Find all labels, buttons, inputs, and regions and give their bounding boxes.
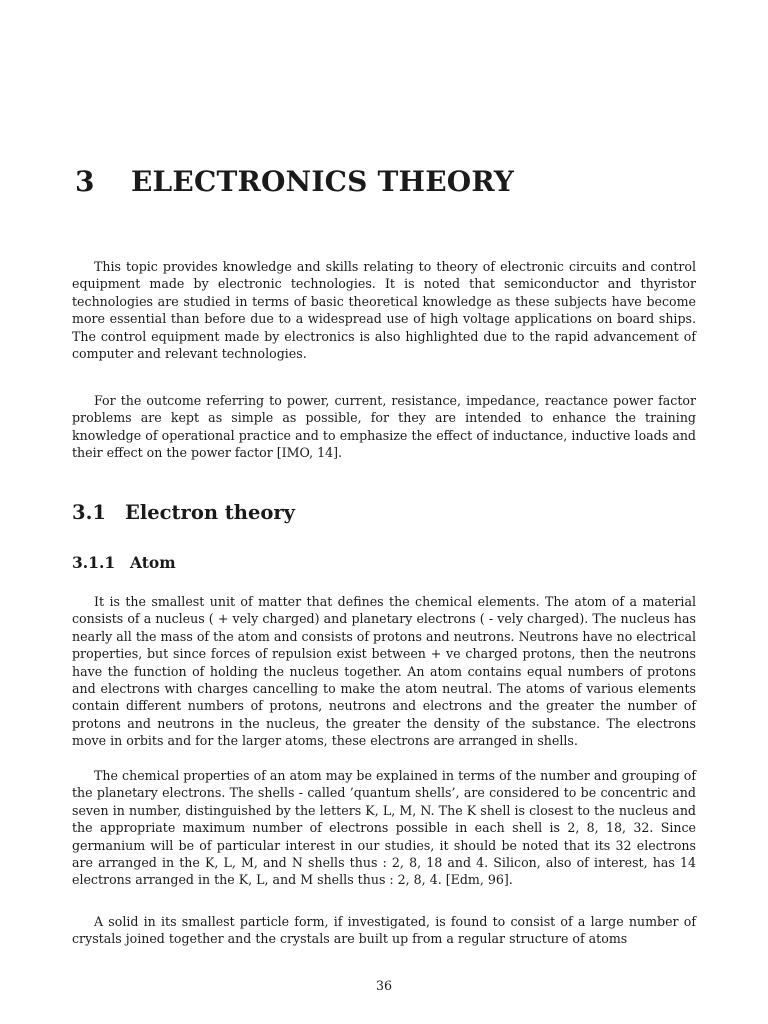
atom-paragraph-2: The chemical properties of an atom may be explained in terms of the number and grouping of the planetary electrons. The shells - called ’quantum shells’, are considered to be concentric and seven in number, distinguished by the letters K, L, M, N. The K shell is closest to the nucleus and the appropriate maximum number of electrons possible in each shell is 2, 8, 18, 32. Since germanium will be of particular interest in our studies, it should be noted that its 32 electrons are arranged in the K, L, M, and N shells thus : 2, 8, 18 and 4. Silicon, also of interest, has 14 electrons arranged in the K, L, and M shells thus : 2, 8, 4. [Edm, 96].: [72, 768, 696, 888]
section-number: 3.1: [72, 501, 106, 524]
atom-paragraph-1: It is the smallest unit of matter that defines the chemical elements. The atom of a material consists of a nucleus ( + vely charged) and planetary electrons ( - vely charged). The nucleus has nearly all the mass of the atom and consists of protons and neutrons. Neutrons have no electrical properties, but since forces of repulsion exist between + ve charged protons, then the neutrons have the function of holding the nucleus together. An atom contains equal numbers of protons and electrons with charges cancelling to make the atom neutral. The atoms of various elements contain different numbers of protons, neutrons and electrons and the greater the number of protons and neutrons in the nucleus, the greater the density of the substance. The electrons move in orbits and for the larger atoms, these electrons are arranged in shells.: [72, 594, 696, 749]
chapter-title: [75, 165, 514, 198]
document-page: [72, 0, 696, 1024]
section-title-text: Electron theory: [125, 501, 296, 524]
intro-paragraph-1: This topic provides knowledge and skills relating to theory of electronic circuits and control equipment made by electronic technologies. It is noted that semiconductor and thyristor technologies are studied in terms of basic theoretical knowledge as these subjects have become more essential than before due to a widespread use of high voltage applications on board ships. The control equipment made by electronics is also highlighted due to the rapid advancement of computer and relevant technologies.: [72, 259, 696, 362]
section-title: [72, 501, 295, 524]
chapter-number: 3: [75, 165, 95, 198]
subsection-title-text: Atom: [130, 553, 176, 572]
atom-paragraph-3: A solid in its smallest particle form, if investigated, is found to consist of a large number of crystals joined together and the crystals are built up from a regular structure of atoms: [72, 914, 696, 947]
chapter-title-text: ELECTRONICS THEORY: [131, 165, 515, 198]
subsection-title: [72, 553, 176, 572]
intro-paragraph-2: For the outcome referring to power, current, resistance, impedance, reactance power factor problems are kept as simple as possible, for they are intended to enhance the training knowledge of operational practice and to emphasize the effect of inductance, inductive loads and their effect on the power factor [IMO, 14].: [72, 393, 696, 461]
page-number: 36: [375, 978, 393, 993]
subsection-number: 3.1.1: [72, 553, 116, 572]
